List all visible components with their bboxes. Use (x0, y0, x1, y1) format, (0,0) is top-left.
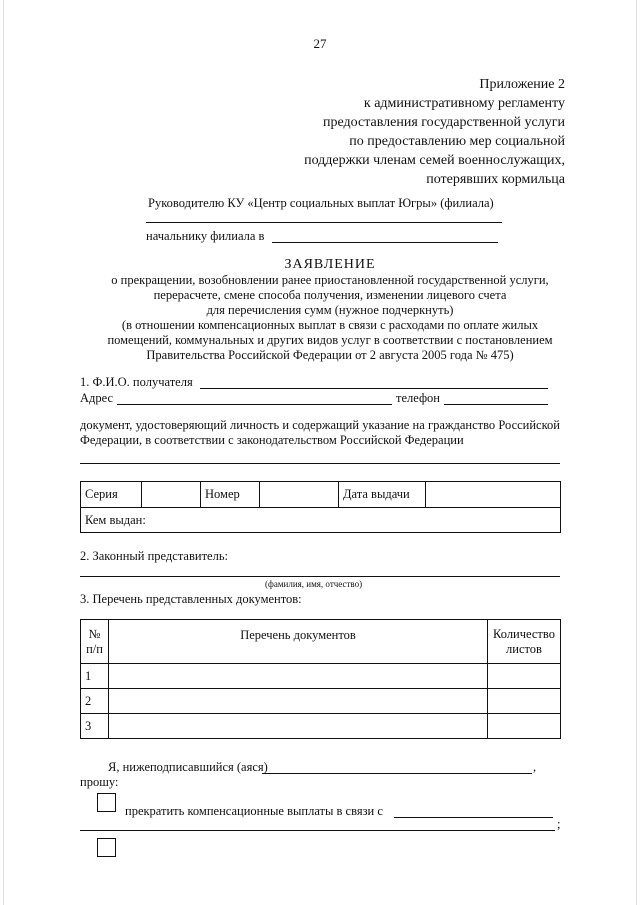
col-number-header: № п/п (81, 620, 109, 664)
col-documents-header: Перечень документов (109, 620, 488, 664)
statement-subtitle-line: (в отношении компенсационных выплат в связи с расходами по оплате жилых (121, 318, 539, 332)
issued-by-field[interactable] (81, 508, 561, 533)
option-stop-reason-field-2[interactable] (80, 830, 555, 831)
address-label: Адрес (80, 391, 114, 405)
addressee-label: Руководителю КУ «Центр социальных выплат Югры» (филиала) (148, 196, 494, 210)
appendix-header (304, 75, 565, 189)
sheets-count-cell[interactable] (488, 714, 561, 739)
representative-caption: (фамилия, имя, отчество) (265, 579, 363, 589)
appendix-line: предоставления государственной услуги (323, 115, 565, 130)
fio-label: 1. Ф.И.О. получателя (80, 375, 193, 389)
series-field[interactable] (142, 482, 201, 508)
branch-label: начальнику филиала в (146, 229, 265, 243)
sheets-count-cell[interactable] (488, 689, 561, 714)
appendix-line: к административному регламенту (363, 96, 565, 111)
signer-label: Я, нижеподписавшийся (аяся) (108, 760, 268, 774)
branch-city-field[interactable] (272, 242, 498, 243)
statement-subtitle-line: помещений, коммунальных и других видов услуг в соответствии с постановлением (107, 333, 553, 347)
sheets-count-cell[interactable] (488, 664, 561, 689)
issued-by-label: Кем выдан: (85, 512, 146, 527)
documents-table (80, 619, 561, 739)
issue-date-label: Дата выдачи (339, 482, 426, 508)
option-stop-reason-field[interactable] (394, 817, 553, 818)
document-name-cell[interactable] (109, 664, 488, 689)
appendix-line: потерявших кормильца (426, 172, 565, 187)
page-number: 27 (313, 36, 327, 51)
document-name-cell[interactable] (109, 714, 488, 739)
statement-heading: ЗАЯВЛЕНИЕ (284, 257, 376, 272)
row-number: 3 (81, 714, 109, 739)
appendix-line: по предоставлению мер социальной (349, 134, 565, 149)
representative-field[interactable] (80, 576, 560, 577)
row-number: 1 (81, 664, 109, 689)
document-name-cell[interactable] (109, 689, 488, 714)
option-stop-checkbox[interactable] (97, 793, 116, 812)
signer-comma: , (533, 760, 537, 774)
col-sheets-header: Количество листов (488, 620, 561, 664)
addressee-name-field[interactable] (146, 222, 502, 223)
statement-subtitle-line: Правительства Российской Федерации от 2 августа 2005 года № 475) (146, 348, 514, 362)
signer-name-field[interactable] (262, 773, 532, 774)
address-field[interactable] (117, 404, 392, 405)
page-left-edge (3, 0, 4, 905)
page-right-edge (636, 0, 637, 905)
option-stop-semicolon: ; (557, 817, 561, 831)
series-label: Серия (81, 482, 142, 508)
phone-label: телефон (396, 391, 440, 405)
representative-label: 2. Законный представитель: (80, 549, 228, 563)
id-document-table (80, 481, 561, 533)
statement-subtitle-line: перерасчете, смене способа получения, изменении лицевого счета (153, 288, 507, 302)
option-stop-label: прекратить компенсационные выплаты в связи с (125, 804, 383, 818)
issue-date-field[interactable] (426, 482, 561, 508)
statement-title (70, 257, 590, 363)
number-label: Номер (201, 482, 260, 508)
identity-document-field[interactable] (80, 463, 560, 464)
ask-label: прошу: (80, 775, 119, 789)
documents-section-label: 3. Перечень представленных документов: (80, 592, 302, 606)
appendix-line: поддержки членам семей военнослужащих, (304, 153, 565, 168)
statement-subtitle-line: для перечисления сумм (нужное подчеркнуть) (206, 303, 454, 317)
phone-field[interactable] (444, 404, 548, 405)
appendix-line: Приложение 2 (479, 77, 565, 92)
row-number: 2 (81, 689, 109, 714)
fio-field[interactable] (200, 388, 548, 389)
number-field[interactable] (260, 482, 339, 508)
identity-document-text: документ, удостоверяющий личность и содержащий указание на гражданство Российской Федерации, в соответствии с законодательством Российской Федерации (80, 418, 560, 447)
statement-subtitle-line: о прекращении, возобновлении ранее приостановленной государственной услуги, (111, 273, 549, 287)
option-next-checkbox[interactable] (97, 838, 116, 857)
